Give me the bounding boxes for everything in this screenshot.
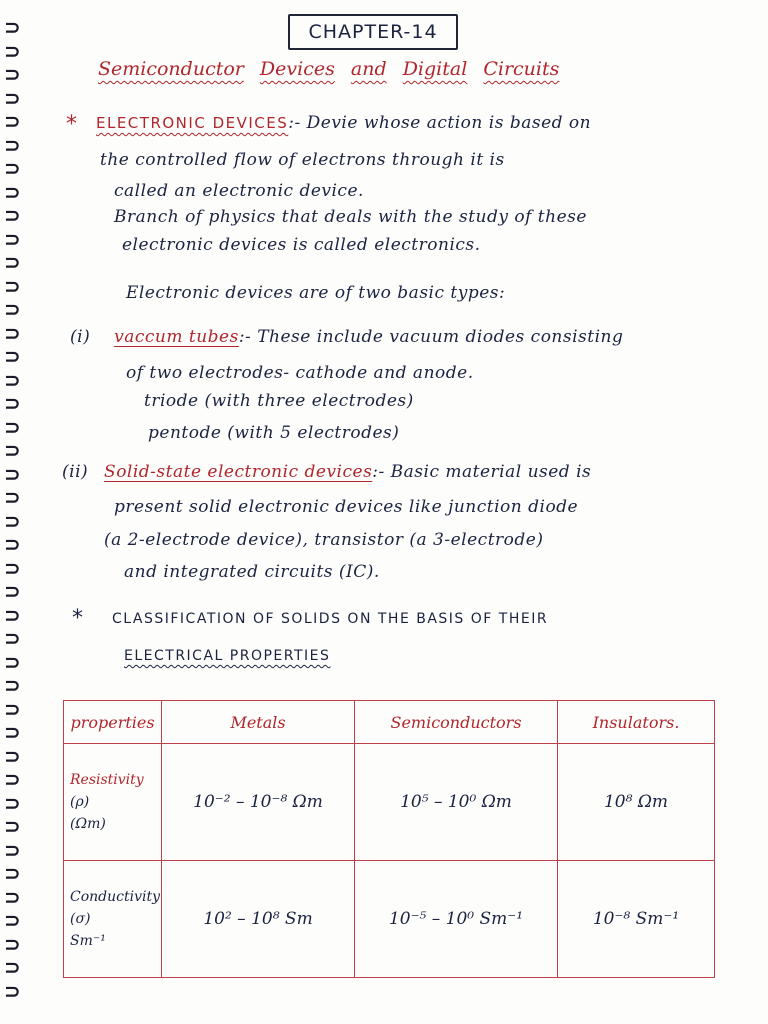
spiral-coil: ⊃: [4, 391, 21, 415]
spiral-coil: ⊃: [4, 132, 21, 157]
header-semiconductors: Semiconductors: [355, 701, 558, 744]
definition-text: :- Devie whose action is based on: [288, 113, 592, 133]
table-header-row: [64, 701, 715, 744]
cell-semiconductors-resistivity: 10⁵ – 10⁰ Ωm: [355, 744, 558, 861]
spiral-coil: ⊃: [4, 226, 21, 251]
spiral-coil: ⊃: [4, 978, 21, 1003]
cell-insulators-conductivity: 10⁻⁸ Sm⁻¹: [558, 861, 715, 978]
spiral-coil: ⊃: [4, 250, 21, 274]
spiral-coil: ⊃: [4, 38, 21, 63]
spiral-coil: ⊃: [4, 273, 21, 298]
spiral-coil: ⊃: [4, 814, 21, 838]
spiral-coil: ⊃: [4, 790, 21, 815]
type-2-number: (ii): [62, 462, 89, 482]
page-title: [98, 58, 569, 80]
cell-metals-conductivity: 10² – 10⁸ Sm: [162, 861, 355, 978]
type-1-line-2: of two electrodes- cathode and anode.: [126, 363, 474, 383]
row-symbol: (σ): [70, 911, 91, 927]
cell-insulators-resistivity: 10⁸ Ωm: [558, 744, 715, 861]
spiral-coil: ⊃: [4, 508, 21, 533]
definition-line-3: called an electronic device.: [114, 181, 364, 201]
spiral-coil: ⊃: [4, 579, 21, 603]
spiral-coil: ⊃: [4, 15, 21, 39]
definition-line-2: the controlled flow of electrons through it is: [100, 150, 505, 170]
spiral-coil: ⊃: [4, 85, 21, 110]
cell-semiconductors-conductivity: 10⁻⁵ – 10⁰ Sm⁻¹: [355, 861, 558, 978]
spiral-coil: ⊃: [4, 861, 21, 885]
spiral-coil: ⊃: [4, 673, 21, 697]
row-name: Resistivity: [70, 772, 144, 788]
type-2-line-4: and integrated circuits (IC).: [124, 562, 380, 582]
title-word: Digital: [402, 58, 468, 80]
header-insulators: Insulators.: [558, 701, 715, 744]
classification-heading-line-1: CLASSIFICATION OF SOLIDS ON THE BASIS OF THEIR: [112, 611, 549, 627]
bullet-star: *: [72, 606, 83, 631]
spiral-coil: ⊃: [4, 626, 21, 650]
spiral-binding: [0, 15, 40, 1020]
row-label-resistivity: [64, 744, 162, 861]
type-1-line: [70, 327, 623, 347]
type-1-line-3: triode (with three electrodes): [144, 391, 414, 411]
type-1-name: vaccum tubes: [114, 327, 239, 347]
header-properties: properties: [64, 701, 162, 744]
type-1-description: :- These include vacuum diodes consisting: [238, 327, 624, 347]
spiral-coil: ⊃: [4, 109, 21, 133]
spiral-coil: ⊃: [4, 297, 21, 321]
spiral-coil: ⊃: [4, 908, 21, 932]
header-metals: Metals: [162, 701, 355, 744]
properties-table: [63, 700, 715, 978]
branch-line-2: electronic devices is called electronics.: [122, 235, 481, 255]
spiral-coil: ⊃: [4, 884, 21, 909]
spiral-coil: ⊃: [4, 485, 21, 509]
type-2-line: [62, 462, 591, 482]
spiral-coil: ⊃: [4, 367, 21, 392]
row-name: Conductivity: [70, 889, 161, 905]
bullet-star: *: [66, 112, 77, 137]
spiral-coil: ⊃: [4, 320, 21, 345]
table-row: [64, 744, 715, 861]
row-unit: (Ωm): [70, 816, 106, 832]
title-word: Circuits: [483, 58, 560, 80]
spiral-coil: ⊃: [4, 555, 21, 580]
cell-metals-resistivity: 10⁻² – 10⁻⁸ Ωm: [162, 744, 355, 861]
spiral-coil: ⊃: [4, 156, 21, 180]
electronic-devices-heading: ELECTRONIC DEVICES: [96, 114, 289, 132]
electronic-devices-definition-line: [96, 113, 591, 133]
row-label-conductivity: [64, 861, 162, 978]
types-intro: Electronic devices are of two basic types:: [126, 283, 506, 303]
type-2-line-2: present solid electronic devices like junction diode: [114, 497, 579, 517]
title-word: Devices: [259, 58, 335, 80]
title-word: and: [350, 58, 387, 80]
spiral-coil: ⊃: [4, 649, 21, 674]
type-2-description: :- Basic material used is: [372, 462, 592, 482]
spiral-coil: ⊃: [4, 696, 21, 721]
spiral-coil: ⊃: [4, 955, 21, 979]
table-row: [64, 861, 715, 978]
spiral-coil: ⊃: [4, 837, 21, 862]
spiral-coil: ⊃: [4, 438, 21, 462]
spiral-coil: ⊃: [4, 767, 21, 791]
spiral-coil: ⊃: [4, 179, 21, 204]
spiral-coil: ⊃: [4, 602, 21, 627]
row-symbol: (ρ): [70, 794, 90, 810]
title-word: Semiconductor: [98, 58, 244, 80]
row-unit: Sm⁻¹: [70, 933, 106, 949]
chapter-heading: CHAPTER-14: [288, 14, 458, 50]
spiral-coil: ⊃: [4, 461, 21, 486]
branch-line-1: Branch of physics that deals with the study of these: [114, 207, 587, 227]
spiral-coil: ⊃: [4, 344, 21, 368]
spiral-coil: ⊃: [4, 414, 21, 439]
classification-heading-line-2: ELECTRICAL PROPERTIES: [124, 648, 331, 664]
type-1-line-4: pentode (with 5 electrodes): [148, 423, 400, 443]
spiral-coil: ⊃: [4, 743, 21, 768]
spiral-coil: ⊃: [4, 62, 21, 86]
spiral-coil: ⊃: [4, 720, 21, 744]
spiral-coil: ⊃: [4, 931, 21, 956]
type-1-number: (i): [70, 327, 91, 347]
type-2-line-3: (a 2-electrode device), transistor (a 3-electrode): [104, 530, 544, 550]
spiral-coil: ⊃: [4, 532, 21, 556]
type-2-name: Solid-state electronic devices: [104, 462, 373, 482]
spiral-coil: ⊃: [4, 203, 21, 227]
